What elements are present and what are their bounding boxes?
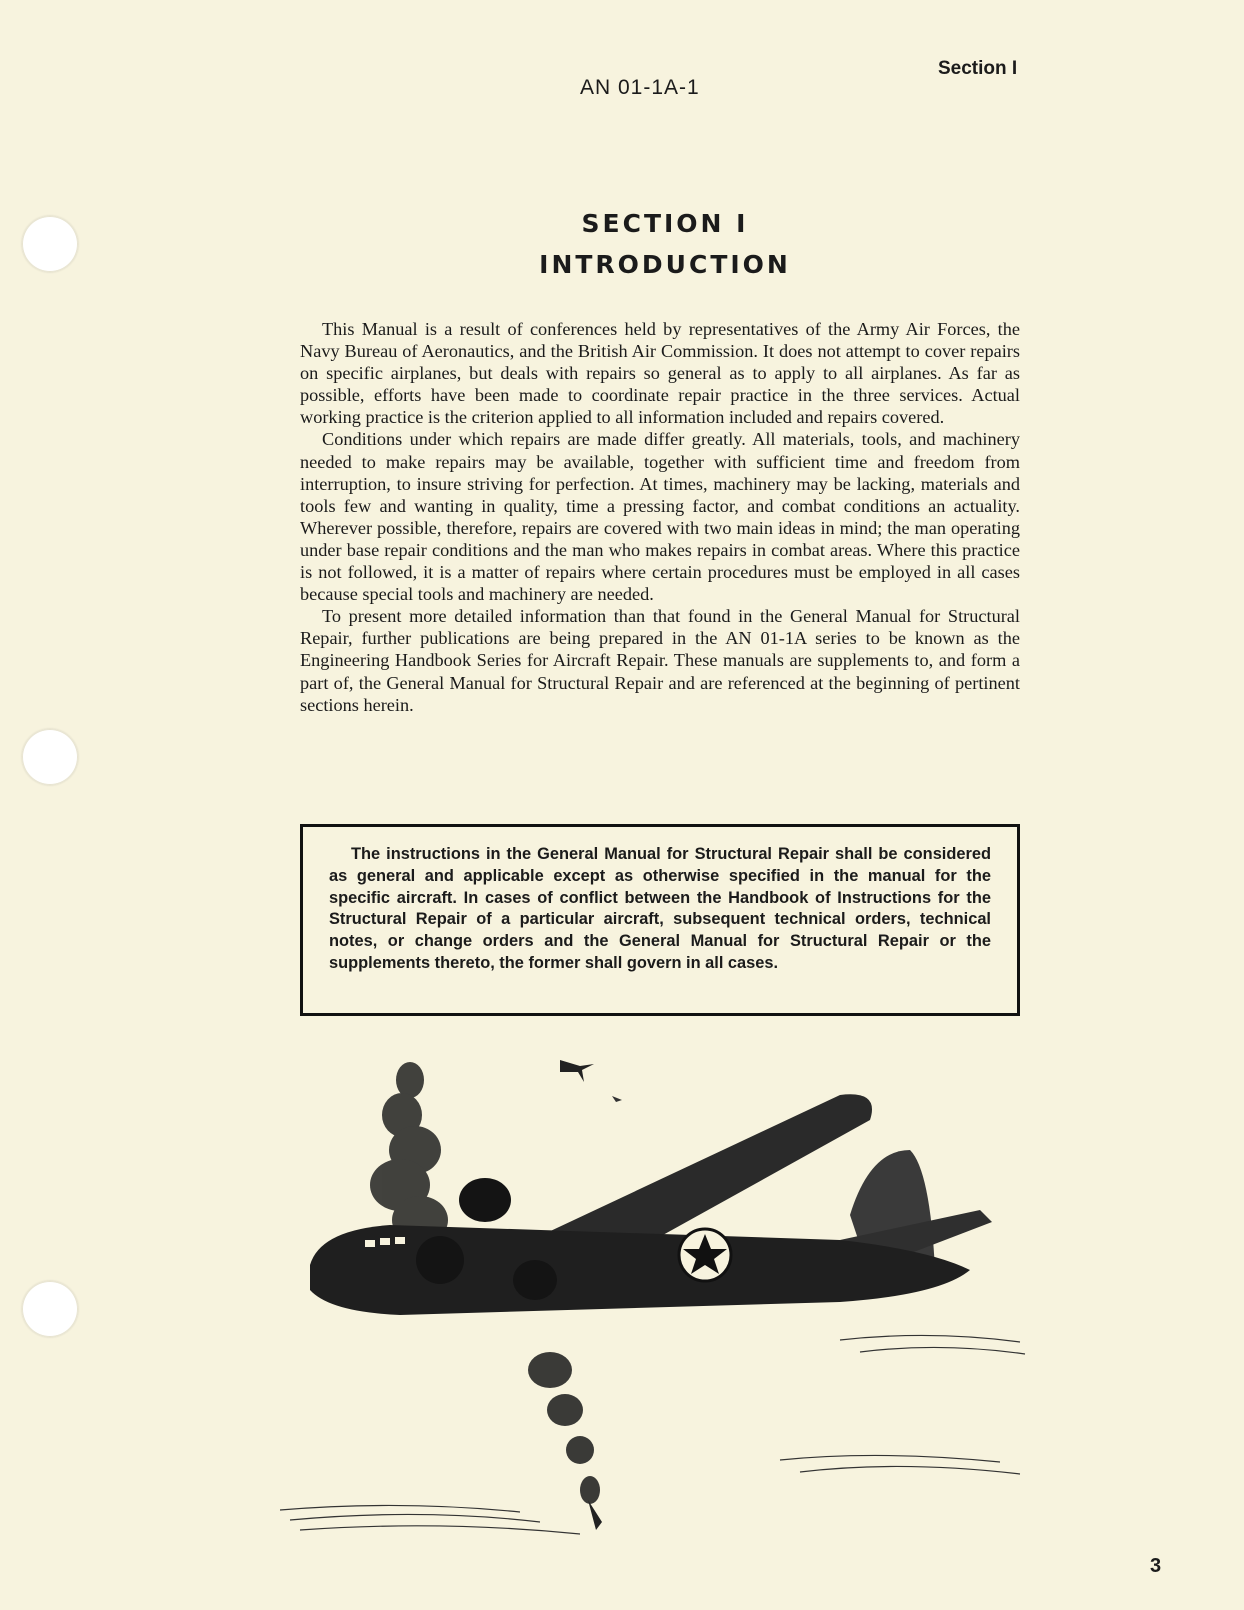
falling-smoke: [528, 1352, 600, 1504]
page-number: 3: [1150, 1555, 1162, 1577]
paragraph-1: This Manual is a result of conferences held by representatives of the Army Air Forces, the Navy Bureau of Aeronautics, and the British Air Commission. It does not attempt to cover repairs on specific airplanes, but deals with repairs so general as to apply to all airplanes. As far as possible, efforts have been made to coordinate repair practice in the three services. Actual working practice is the criterion applied to all information included and repairs covered.: [300, 319, 1020, 428]
distant-plane: [612, 1096, 622, 1102]
notice-box: [300, 824, 1020, 1016]
section-label: Section I: [938, 58, 1018, 79]
bomber-illustration: [280, 1040, 1040, 1600]
punch-hole-middle: [22, 729, 78, 785]
falling-plane: [588, 1500, 602, 1530]
section-title-line2: INTRODUCTION: [539, 250, 791, 279]
distant-plane: [560, 1060, 594, 1082]
ground-hatching: [280, 1335, 1025, 1534]
punch-hole-top: [22, 216, 78, 272]
paragraph-2: Conditions under which repairs are made differ greatly. All materials, tools, and machinery needed to make repairs may be available, together with sufficient time and freedom from interruption, to insure striving for perfection. At times, machinery may be lacking, materials and tools few and wanting in quality, time a pressing factor, and combat conditions an actuality. Wherever possible, therefore, repairs are covered with two main ideas in mind; the man operating under base repair conditions and the man who makes repairs in combat areas. Where this practice is not followed, it is a matter of repairs where certain procedures must be employed in all cases because special tools and machinery are needed.: [300, 429, 1020, 605]
section-title-line1: SECTION I: [581, 209, 749, 238]
intro-body: [300, 318, 1020, 716]
doc-number: AN 01-1A-1: [580, 76, 700, 99]
section-title: [480, 203, 850, 285]
punch-hole-bottom: [22, 1281, 78, 1337]
notice-text: The instructions in the General Manual for Structural Repair shall be considered as general and applicable except as otherwise specified in the manual for the specific aircraft. In cases of conflict between the Handbook of Instructions for the Structural Repair of a particular aircraft, subsequent technical orders, technical notes, or change orders and the General Manual for Structural Repair or the supplements thereto, the former shall govern in all cases.: [329, 845, 991, 972]
paragraph-3: To present more detailed information than that found in the General Manual for Structural Repair, further publications are being prepared in the AN 01-1A series to be known as the Engineering Handbook Series for Aircraft Repair. These manuals are supplements to, and form a part of, the General Manual for Structural Repair and are referenced at the beginning of pertinent sections herein.: [300, 606, 1020, 715]
